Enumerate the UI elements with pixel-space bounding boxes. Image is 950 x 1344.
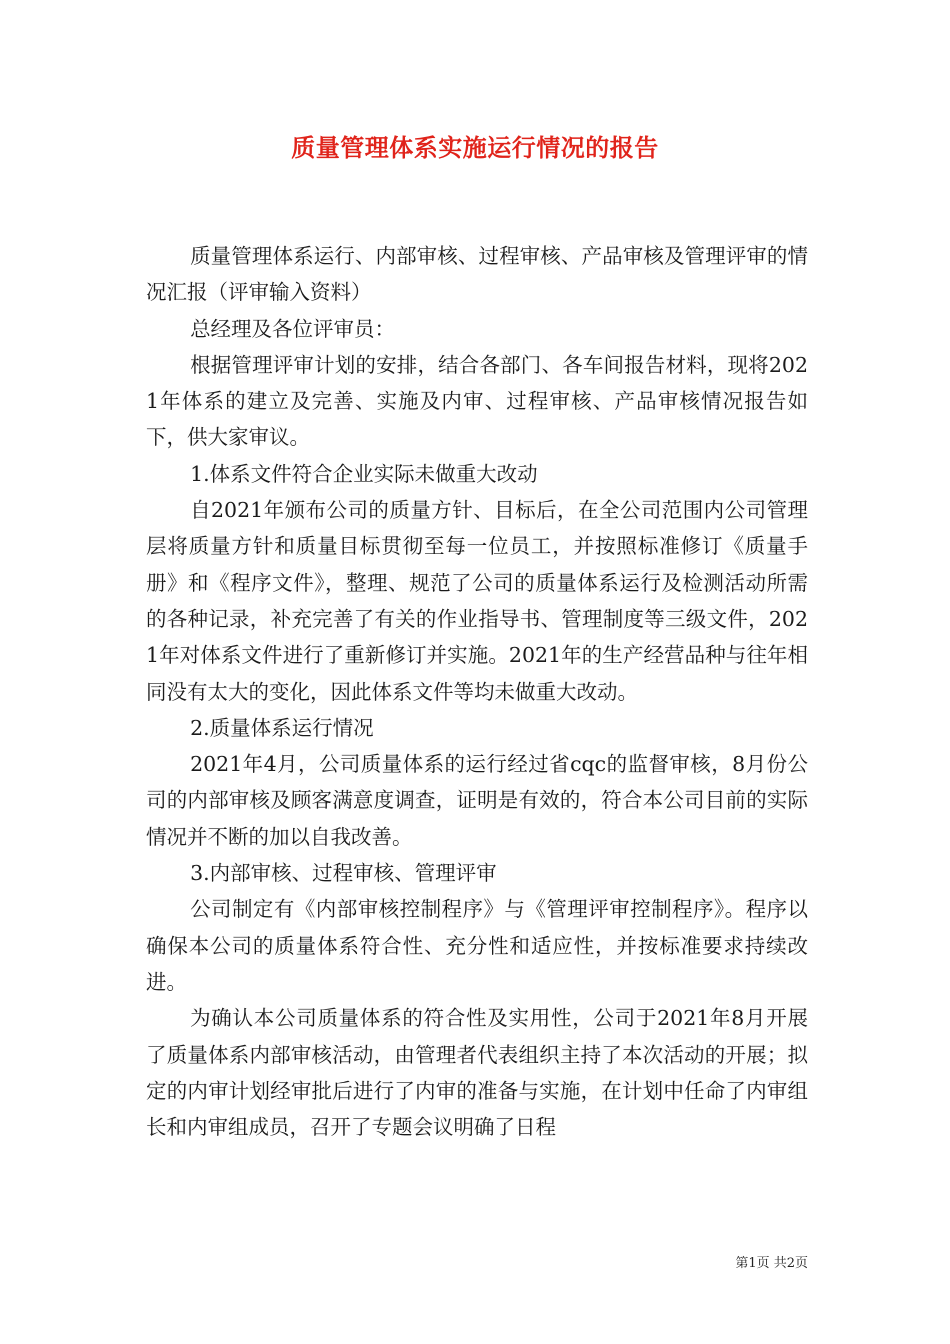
section-heading-2: 2.质量体系运行情况 [190, 715, 374, 740]
paragraph-salutation: 总经理及各位评审员： [190, 316, 396, 341]
paragraph-section-3a: 公司制定有《内部审核控制程序》与《管理评审控制程序》。程序以确保本公司的质量体系符合性、充分性和适应性，并按标准要求持续改进。 [146, 897, 808, 994]
page-number: 第1页 共2页 [735, 1256, 808, 1271]
paragraph-overview: 根据管理评审计划的安排，结合各部门、各车间报告材料，现将2021年体系的建立及完善、实施及内审、过程审核、产品审核情况报告如下，供大家审议。 [146, 352, 808, 450]
paragraph-section-1: 自2021年颁布公司的质量方针、目标后，在全公司范围内公司管理层将质量方针和质量目标贯彻至每一位员工，并按照标准修订《质量手册》和《程序文件》，整理、规范了公司的质量体系运行及检测活动所需的各种记录，补充完善了有关的作业指导书、管理制度等三级文件，2021年对体系文件进行了重新修订并实施。2021年的生产经营品种与往年相同没有太大的变化，因此体系文件等均未做重大改动。 [146, 498, 808, 704]
section-heading-1: 1.体系文件符合企业实际未做重大改动 [190, 461, 538, 486]
document-body [146, 238, 808, 1145]
document-title: 质量管理体系实施运行情况的报告 [291, 133, 659, 162]
section-heading-3: 3.内部审核、过程审核、管理评审 [190, 861, 497, 886]
paragraph-section-3b: 为确认本公司质量体系的符合性及实用性，公司于2021年8月开展了质量体系内部审核活动，由管理者代表组织主持了本次活动的开展；拟定的内审计划经审批后进行了内审的准备与实施，在计划中任命了内审组长和内审组成员，召开了专题会议明确了日程 [146, 1006, 808, 1140]
paragraph-section-2: 2021年4月，公司质量体系的运行经过省cqc的监督审核，8月份公司的内部审核及顾客满意度调查，证明是有效的，符合本公司目前的实际情况并不断的加以自我改善。 [146, 752, 808, 849]
paragraph-intro: 质量管理体系运行、内部审核、过程审核、产品审核及管理评审的情况汇报（评审输入资料） [146, 244, 808, 305]
